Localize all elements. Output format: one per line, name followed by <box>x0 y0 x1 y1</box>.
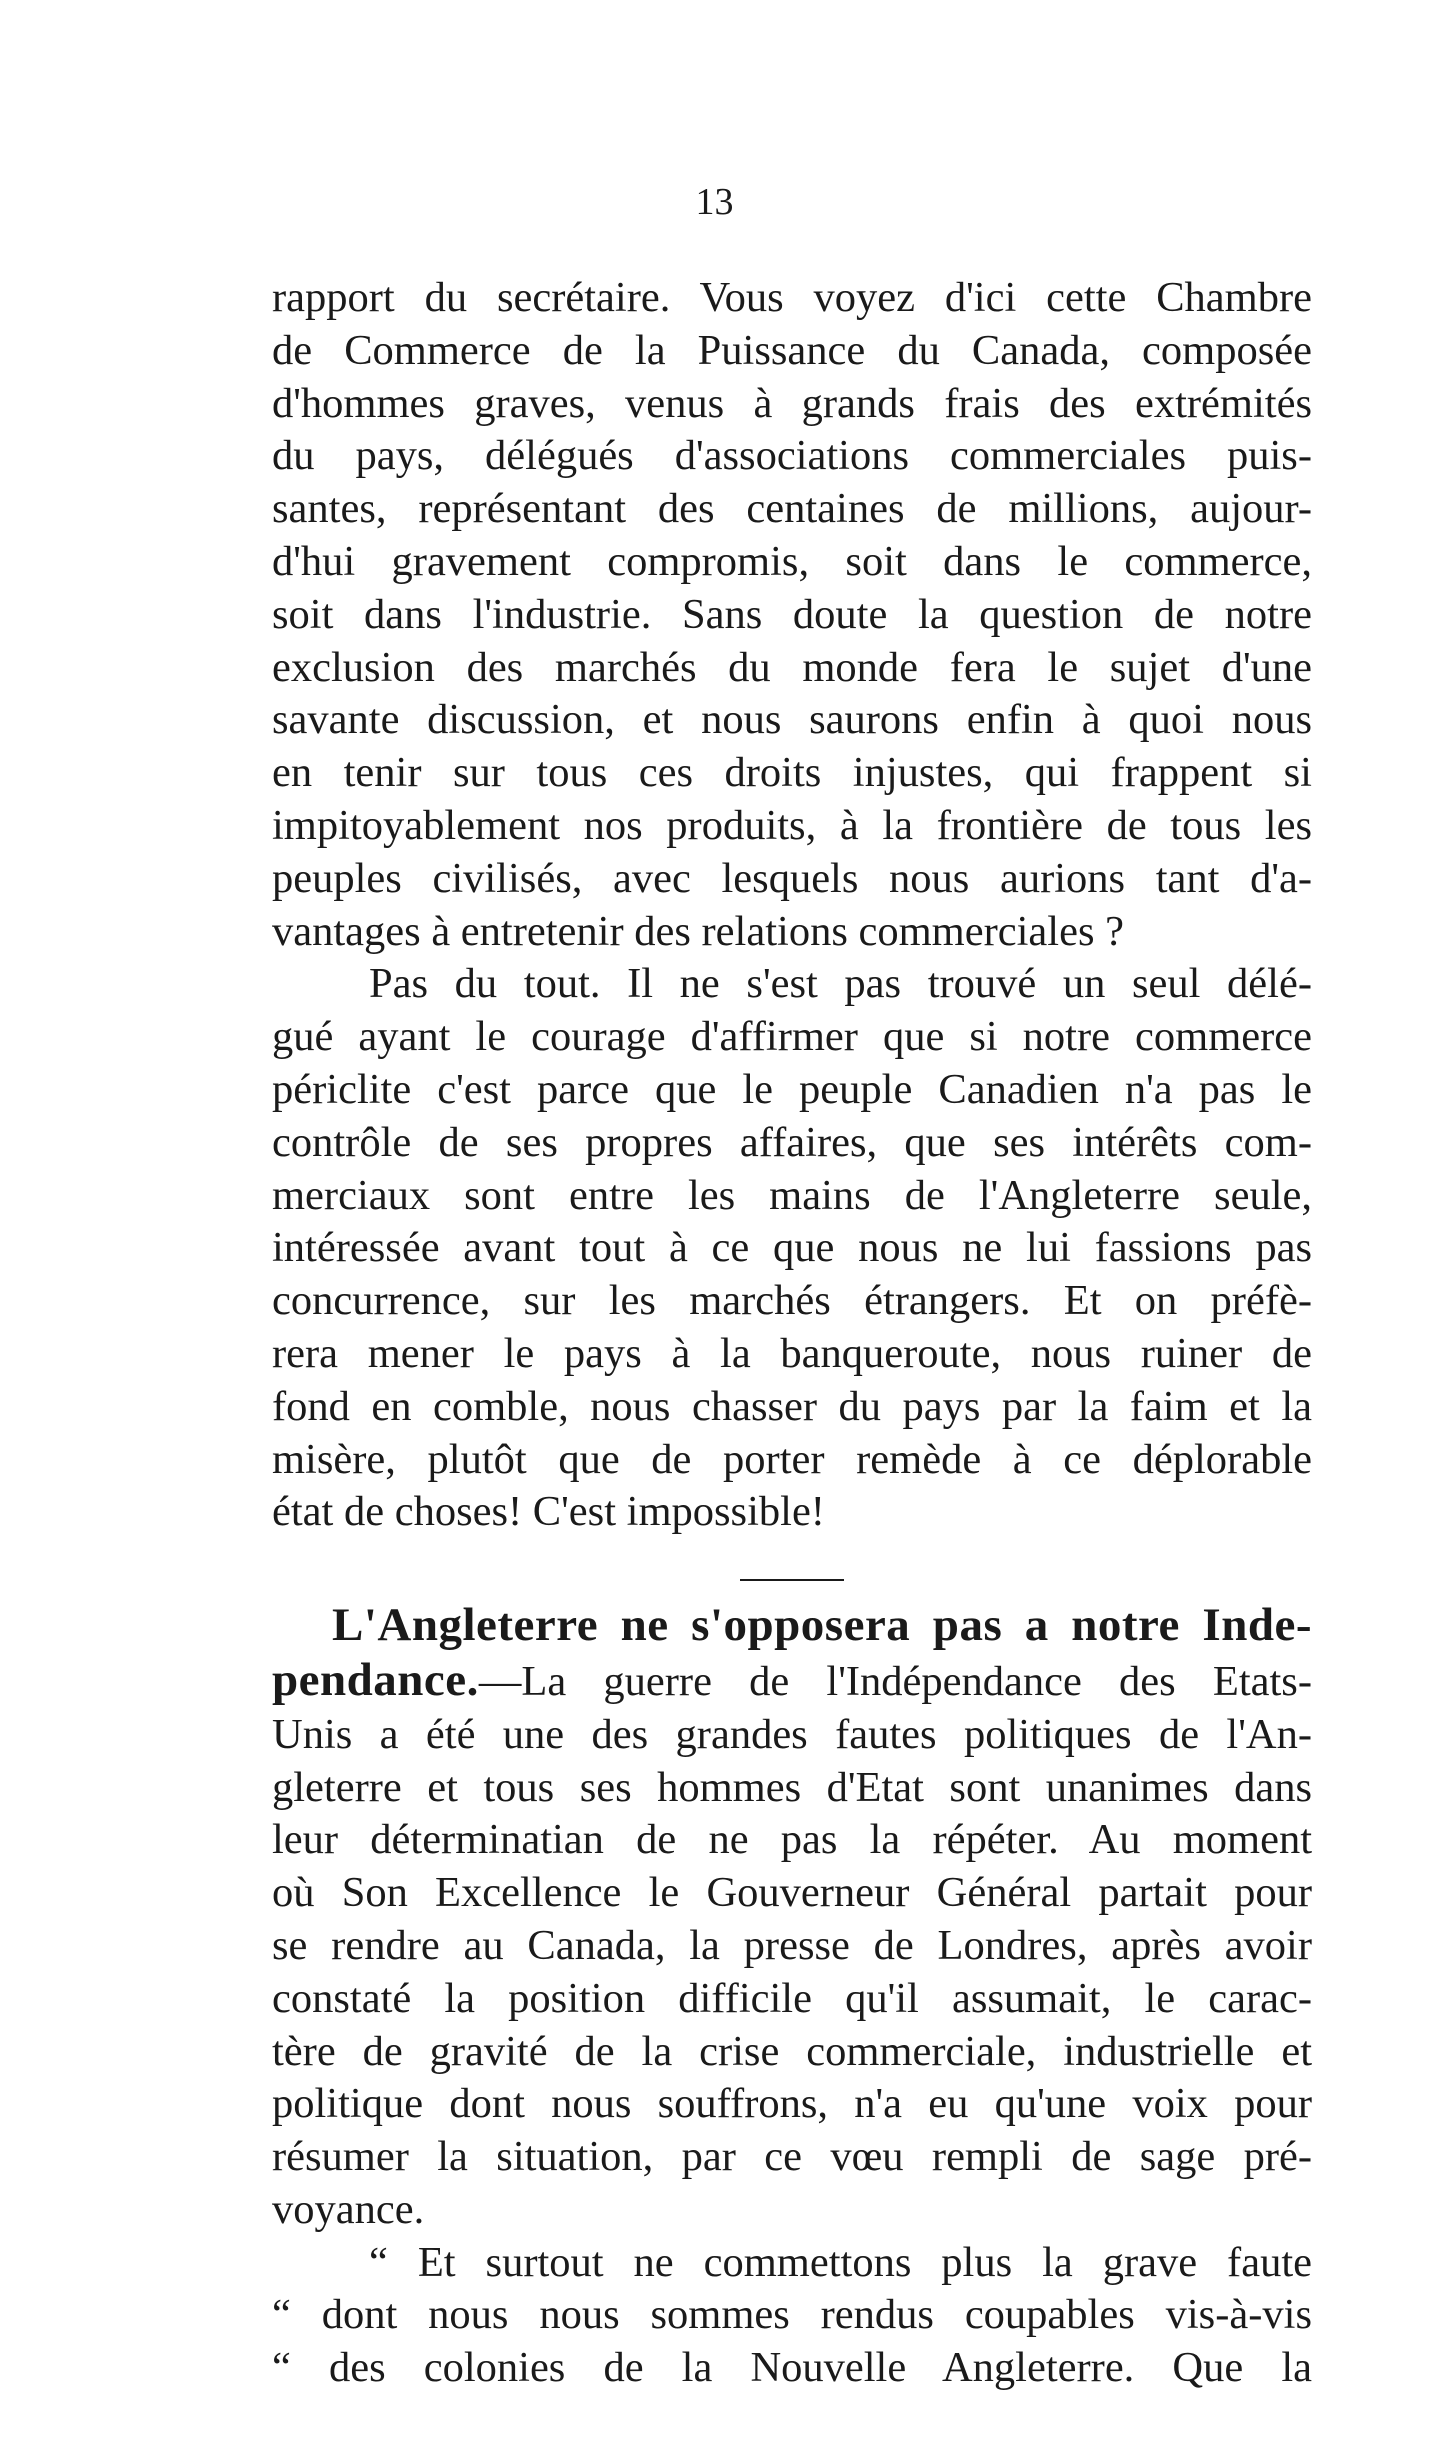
text-line: se rendre au Canada, la presse de Londres, après avoir <box>272 1921 1312 1969</box>
text-line <box>272 1654 1312 1709</box>
text-line: en tenir sur tous ces droits injustes, qui frappent si <box>272 749 1312 797</box>
quote-line: “ Et surtout ne commettons plus la grave faute <box>369 2238 1312 2286</box>
text-line: Pas du tout. Il ne s'est pas trouvé un seul délé- <box>369 960 1312 1008</box>
paragraph-2 <box>272 958 1312 1539</box>
section-heading-continuation: pendance. <box>272 1653 479 1706</box>
text-line: soit dans l'industrie. Sans doute la question de notre <box>272 590 1312 638</box>
text-line: de Commerce de la Puissance du Canada, composée <box>272 326 1312 374</box>
text-line: gleterre et tous ses hommes d'Etat sont unanimes dans <box>272 1763 1312 1811</box>
text-line: contrôle de ses propres affaires, que ses intérêts com- <box>272 1118 1312 1166</box>
text-line: politique dont nous souffrons, n'a eu qu'une voix pour <box>272 2080 1312 2128</box>
text-line: peuples civilisés, avec lesquels nous aurions tant d'a- <box>272 854 1312 902</box>
text-line: impitoyablement nos produits, à la frontière de tous les <box>272 801 1312 849</box>
text-line: du pays, délégués d'associations commerciales puis- <box>272 432 1312 480</box>
text-line: d'hui gravement compromis, soit dans le commerce, <box>272 537 1312 585</box>
text-line: intéressée avant tout à ce que nous ne lui fassions pas <box>272 1224 1312 1272</box>
text-line: rera mener le pays à la banqueroute, nous ruiner de <box>272 1329 1312 1377</box>
text-line: merciaux sont entre les mains de l'Angleterre seule, <box>272 1171 1312 1219</box>
paragraph-1 <box>272 272 1312 958</box>
text-line: périclite c'est parce que le peuple Canadien n'a pas le <box>272 1065 1312 1113</box>
text-line: où Son Excellence le Gouverneur Général partait pour <box>272 1869 1312 1917</box>
quote-line: “ dont nous nous sommes rendus coupables vis-à-vis <box>272 2291 1312 2339</box>
text-line: gué ayant le courage d'affirmer que si notre commerce <box>272 1013 1312 1061</box>
text-line: concurrence, sur les marchés étrangers. Et on préfè- <box>272 1277 1312 1325</box>
text-line: d'hommes graves, venus à grands frais des extrémités <box>272 379 1312 427</box>
paragraph-4 <box>272 2237 1312 2395</box>
section-heading-text: L'Angleterre ne s'opposera pas a notre Inde- <box>332 1599 1312 1652</box>
text-line: exclusion des marchés du monde fera le sujet d'une <box>272 643 1312 691</box>
text-line: Unis a été une des grandes fautes politiques de l'An- <box>272 1710 1312 1758</box>
paragraph-3 <box>272 1599 1312 2237</box>
text-line: savante discussion, et nous saurons enfin à quoi nous <box>272 696 1312 744</box>
text-line: constaté la position difficile qu'il assumait, le carac- <box>272 1974 1312 2022</box>
text-line: état de choses! C'est impossible! <box>272 1488 825 1536</box>
text-line: santes, représentant des centaines de millions, aujour- <box>272 485 1312 533</box>
text-line: rapport du secrétaire. Vous voyez d'ici cette Chambre <box>272 274 1312 321</box>
section-separator <box>740 1579 844 1581</box>
text-line: résumer la situation, par ce vœu rempli de sage pré- <box>272 2133 1312 2181</box>
text-line: misère, plutôt que de porter remède à ce déplorable <box>272 1435 1312 1483</box>
text-line: voyance. <box>272 2185 425 2233</box>
body-text <box>272 272 1312 2395</box>
section-heading <box>272 1599 1312 1654</box>
page-number: 13 <box>695 181 734 223</box>
text-line: leur déterminatian de ne pas la répéter. Au moment <box>272 1816 1312 1864</box>
text-run: —La guerre de l'Indépendance des Etats- <box>478 1657 1312 1705</box>
quote-line: “ des colonies de la Nouvelle Angleterre. Que la <box>272 2344 1312 2392</box>
text-line: fond en comble, nous chasser du pays par la faim et la <box>272 1382 1312 1430</box>
text-line: tère de gravité de la crise commerciale, industrielle et <box>272 2027 1312 2075</box>
text-line: vantages à entretenir des relations commerciales ? <box>272 907 1124 955</box>
